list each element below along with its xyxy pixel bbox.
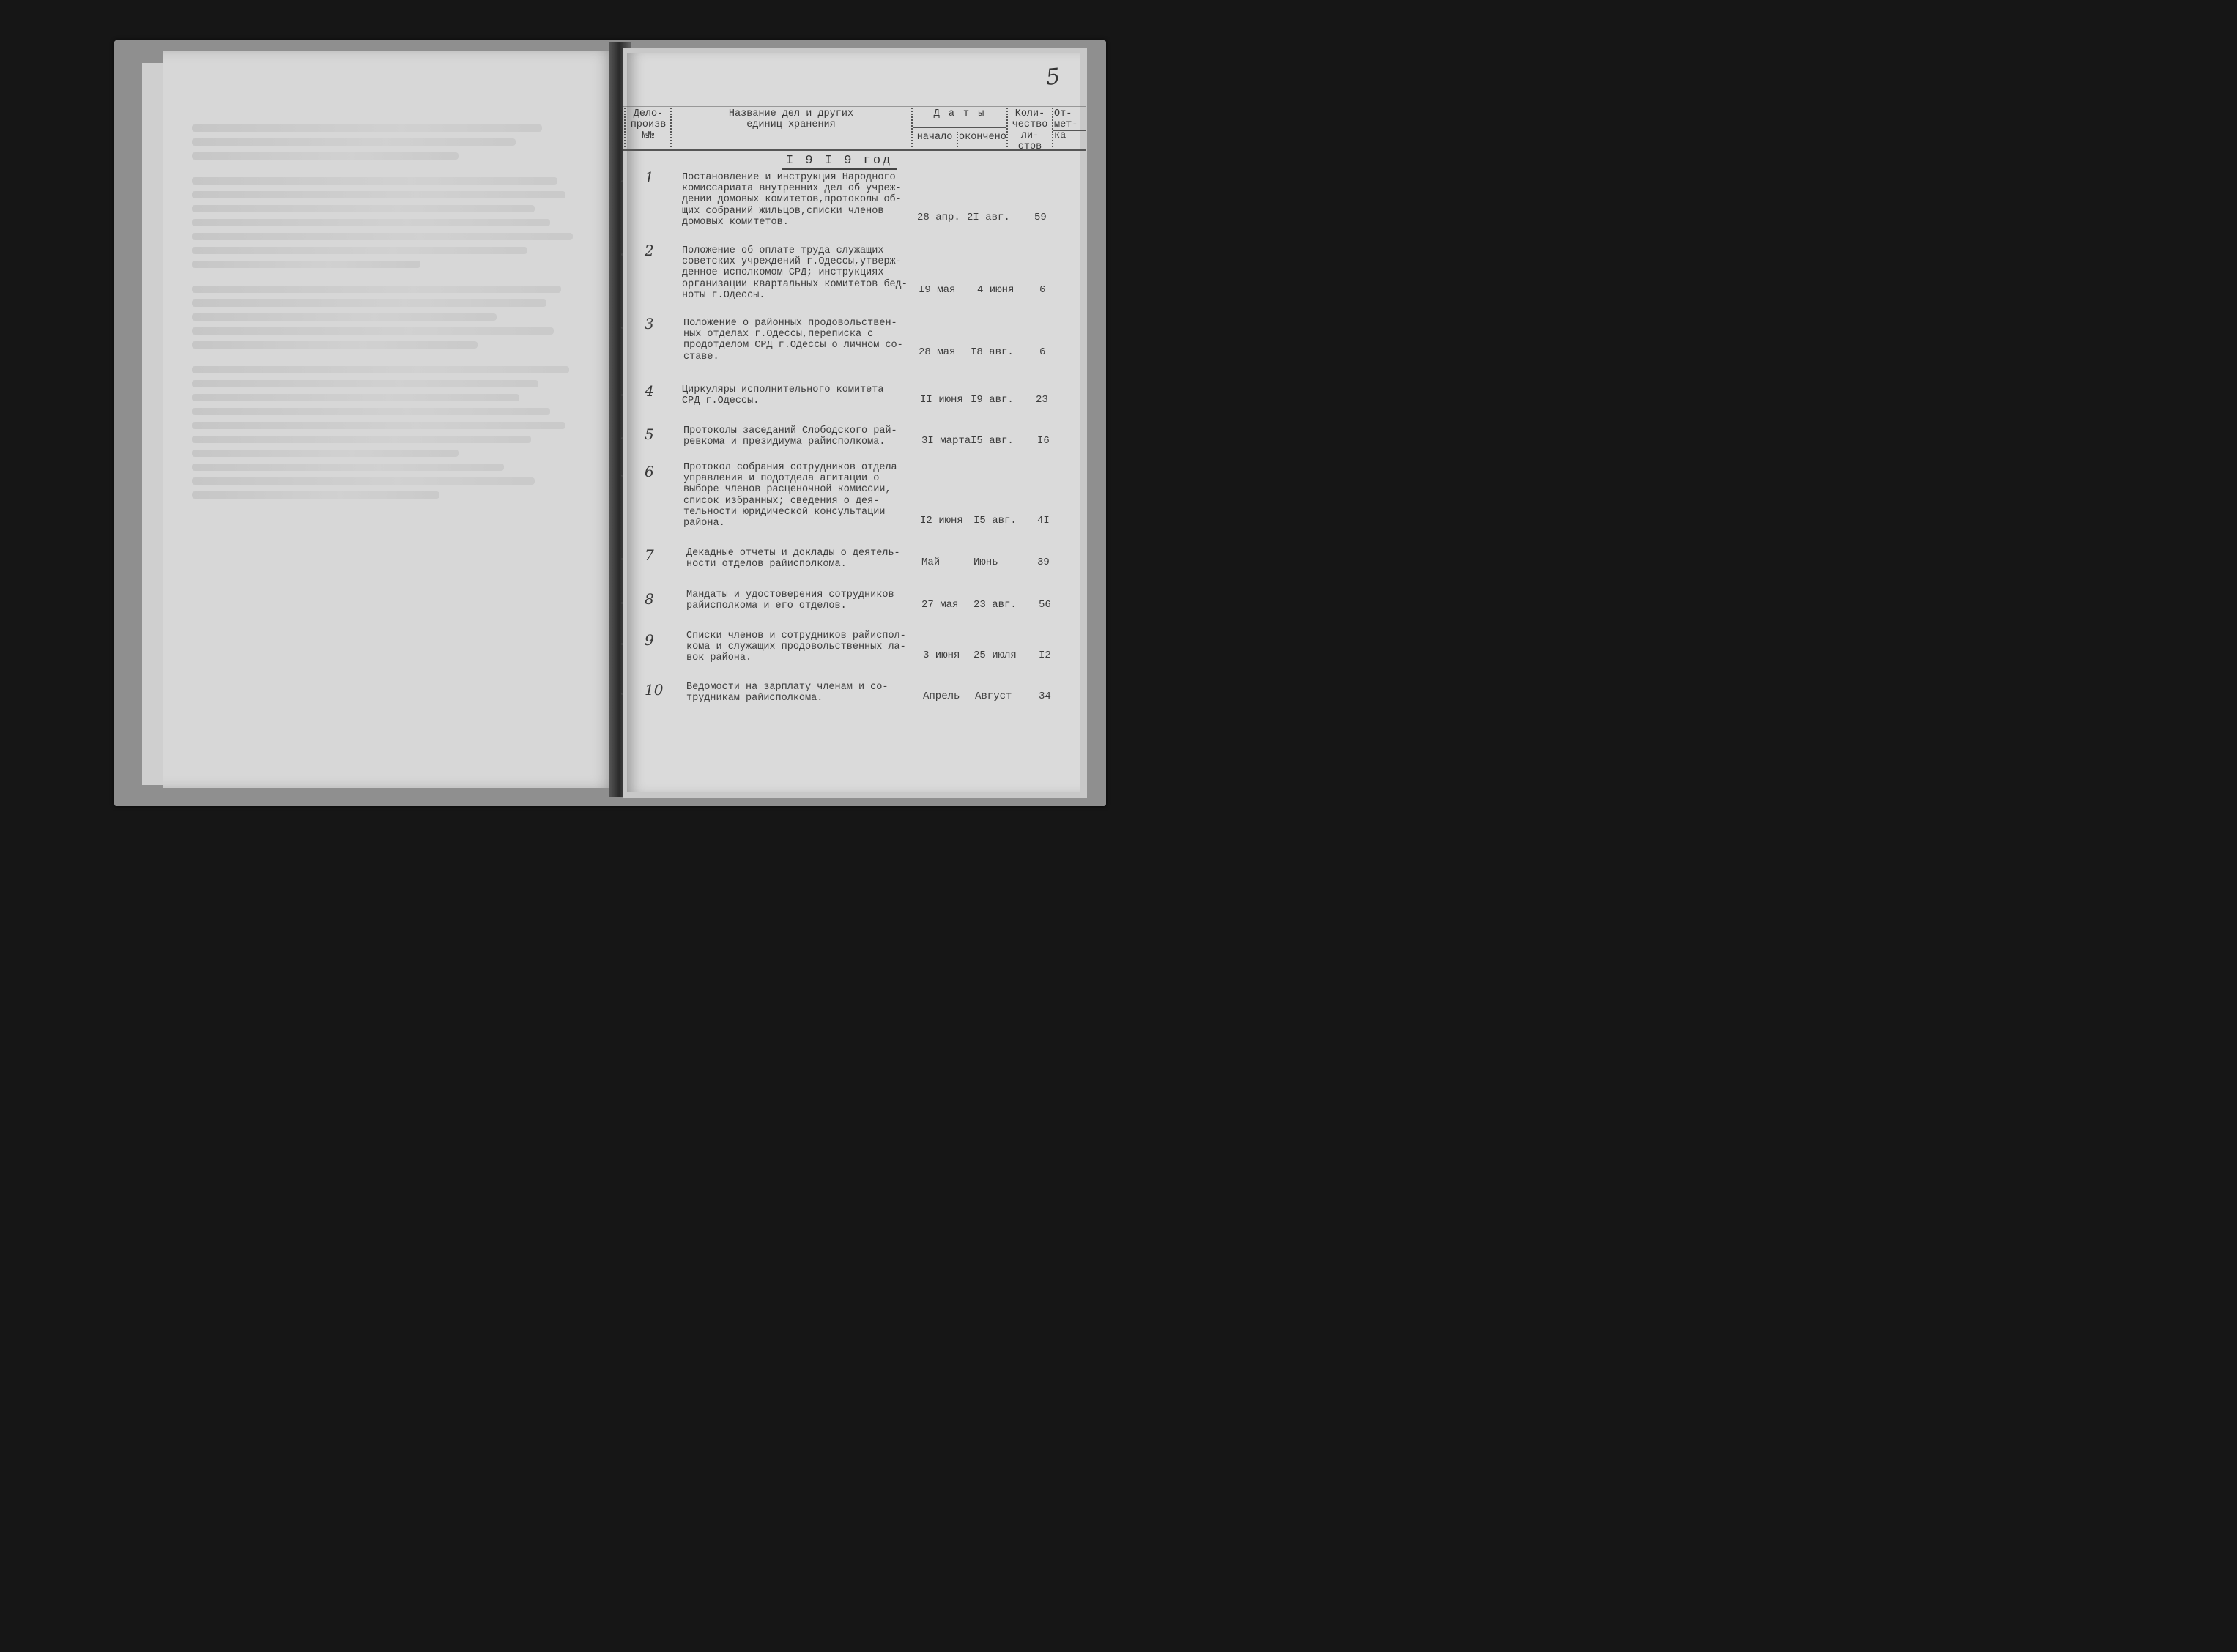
entry-end-date: 4 июня <box>977 284 1014 296</box>
entry-start-date: Май <box>921 557 941 568</box>
entry-end-date: 2I авг. <box>967 212 1010 223</box>
entry-number: 5 <box>645 425 654 443</box>
entry-number: 8 <box>645 590 654 608</box>
header-end: окончено <box>959 132 1006 143</box>
entry-sheet-count: 39 <box>1037 557 1050 568</box>
entry-sheet-count: 4I <box>1037 515 1050 527</box>
entry-start-date: 3 июня <box>923 650 960 661</box>
header-dates: Д а т ы <box>933 108 986 119</box>
entry-number: 10 <box>645 681 664 699</box>
header-note: От- мет- ка <box>1054 108 1078 141</box>
entry-number: 3 <box>645 315 654 332</box>
entry-start-date: 27 мая <box>921 599 959 611</box>
entry-title: Циркуляры исполнительного комитета СРД г.Одессы. <box>682 384 884 407</box>
entry-end-date: I5 авг. <box>973 515 1017 527</box>
entry-start-date: 3I марта <box>921 435 971 447</box>
entry-title: Положение о районных продовольствен- ных отделах г.Одессы,переписка с продотделом СРД г.Одессы о личном со- ставе. <box>683 318 903 362</box>
entry-number: 6 <box>645 463 654 480</box>
header-sheets: Коли- чество ли- стов <box>1012 108 1048 152</box>
entry-title: Протоколы заседаний Слободского рай- ревкома и президиума райисполкома. <box>683 425 897 448</box>
entry-end-date: I5 авг. <box>971 435 1014 447</box>
entry-title: Списки членов и сотрудников райиспол- кома и служащих продовольственных ла- вок района. <box>686 630 906 664</box>
entry-end-date: Август <box>975 691 1012 702</box>
entry-sheet-count: 6 <box>1039 346 1046 358</box>
entry-sheet-count: I6 <box>1037 435 1050 447</box>
entry-number: 7 <box>645 546 654 564</box>
entry-title: Протокол собрания сотрудников отдела управления и подотдела агитации о выборе членов расценочной комиссии, список избранных; сведения о дея- тельности юридической консультации района. <box>683 462 897 529</box>
entry-title: Мандаты и удостоверения сотрудников райисполкома и его отделов. <box>686 589 894 612</box>
entry-sheet-count: 34 <box>1039 691 1051 702</box>
entry-start-date: I2 июня <box>920 515 963 527</box>
entry-sheet-count: I2 <box>1039 650 1051 661</box>
entry-start-date: 28 апр. <box>917 212 960 223</box>
show-through-text <box>192 124 573 505</box>
page-number: 5 <box>1045 64 1061 91</box>
entry-title: Постановление и инструкция Народного комиссариата внутренних дел об учреж- дении домовых комитетов,протоколы об- щих собраний жильцов,списки членов домовых комитетов. <box>682 172 902 228</box>
entry-start-date: 28 мая <box>919 346 956 358</box>
entry-sheet-count: 59 <box>1034 212 1047 223</box>
entry-number: 2 <box>645 242 654 259</box>
year-heading: I 9 I 9 год <box>782 154 897 170</box>
entry-number: 9 <box>645 631 654 649</box>
entry-start-date: I9 мая <box>919 284 956 296</box>
entry-number: 4 <box>645 382 654 400</box>
entry-title: Ведомости на зарплату членам и со- трудникам райисполкома. <box>686 682 889 704</box>
entry-sheet-count: 56 <box>1039 599 1051 611</box>
entry-sheet-count: 6 <box>1039 284 1046 296</box>
entry-end-date: I9 авг. <box>971 394 1014 406</box>
entry-end-date: Июнь <box>973 557 998 568</box>
entry-end-date: 23 авг. <box>973 599 1017 611</box>
entry-title: Положение об оплате труда служащих советских учреждений г.Одессы,утверж- денное исполкомом СРД; инструкциях организации квартальных комитетов бед- ноты г.Одессы. <box>682 245 908 301</box>
entry-end-date: I8 авг. <box>971 346 1014 358</box>
entry-start-date: Апрель <box>923 691 960 702</box>
entry-title: Декадные отчеты и доклады о деятель- ности отделов райисполкома. <box>686 548 900 570</box>
header-file-number: Дело- произв №№ <box>630 108 667 141</box>
header-start: начало <box>916 132 953 143</box>
entry-end-date: 25 июля <box>973 650 1017 661</box>
entry-number: 1 <box>645 168 654 186</box>
entry-sheet-count: 23 <box>1036 394 1048 406</box>
entry-start-date: II июня <box>920 394 963 406</box>
header-title: Название дел и других единиц хранения <box>728 108 854 130</box>
